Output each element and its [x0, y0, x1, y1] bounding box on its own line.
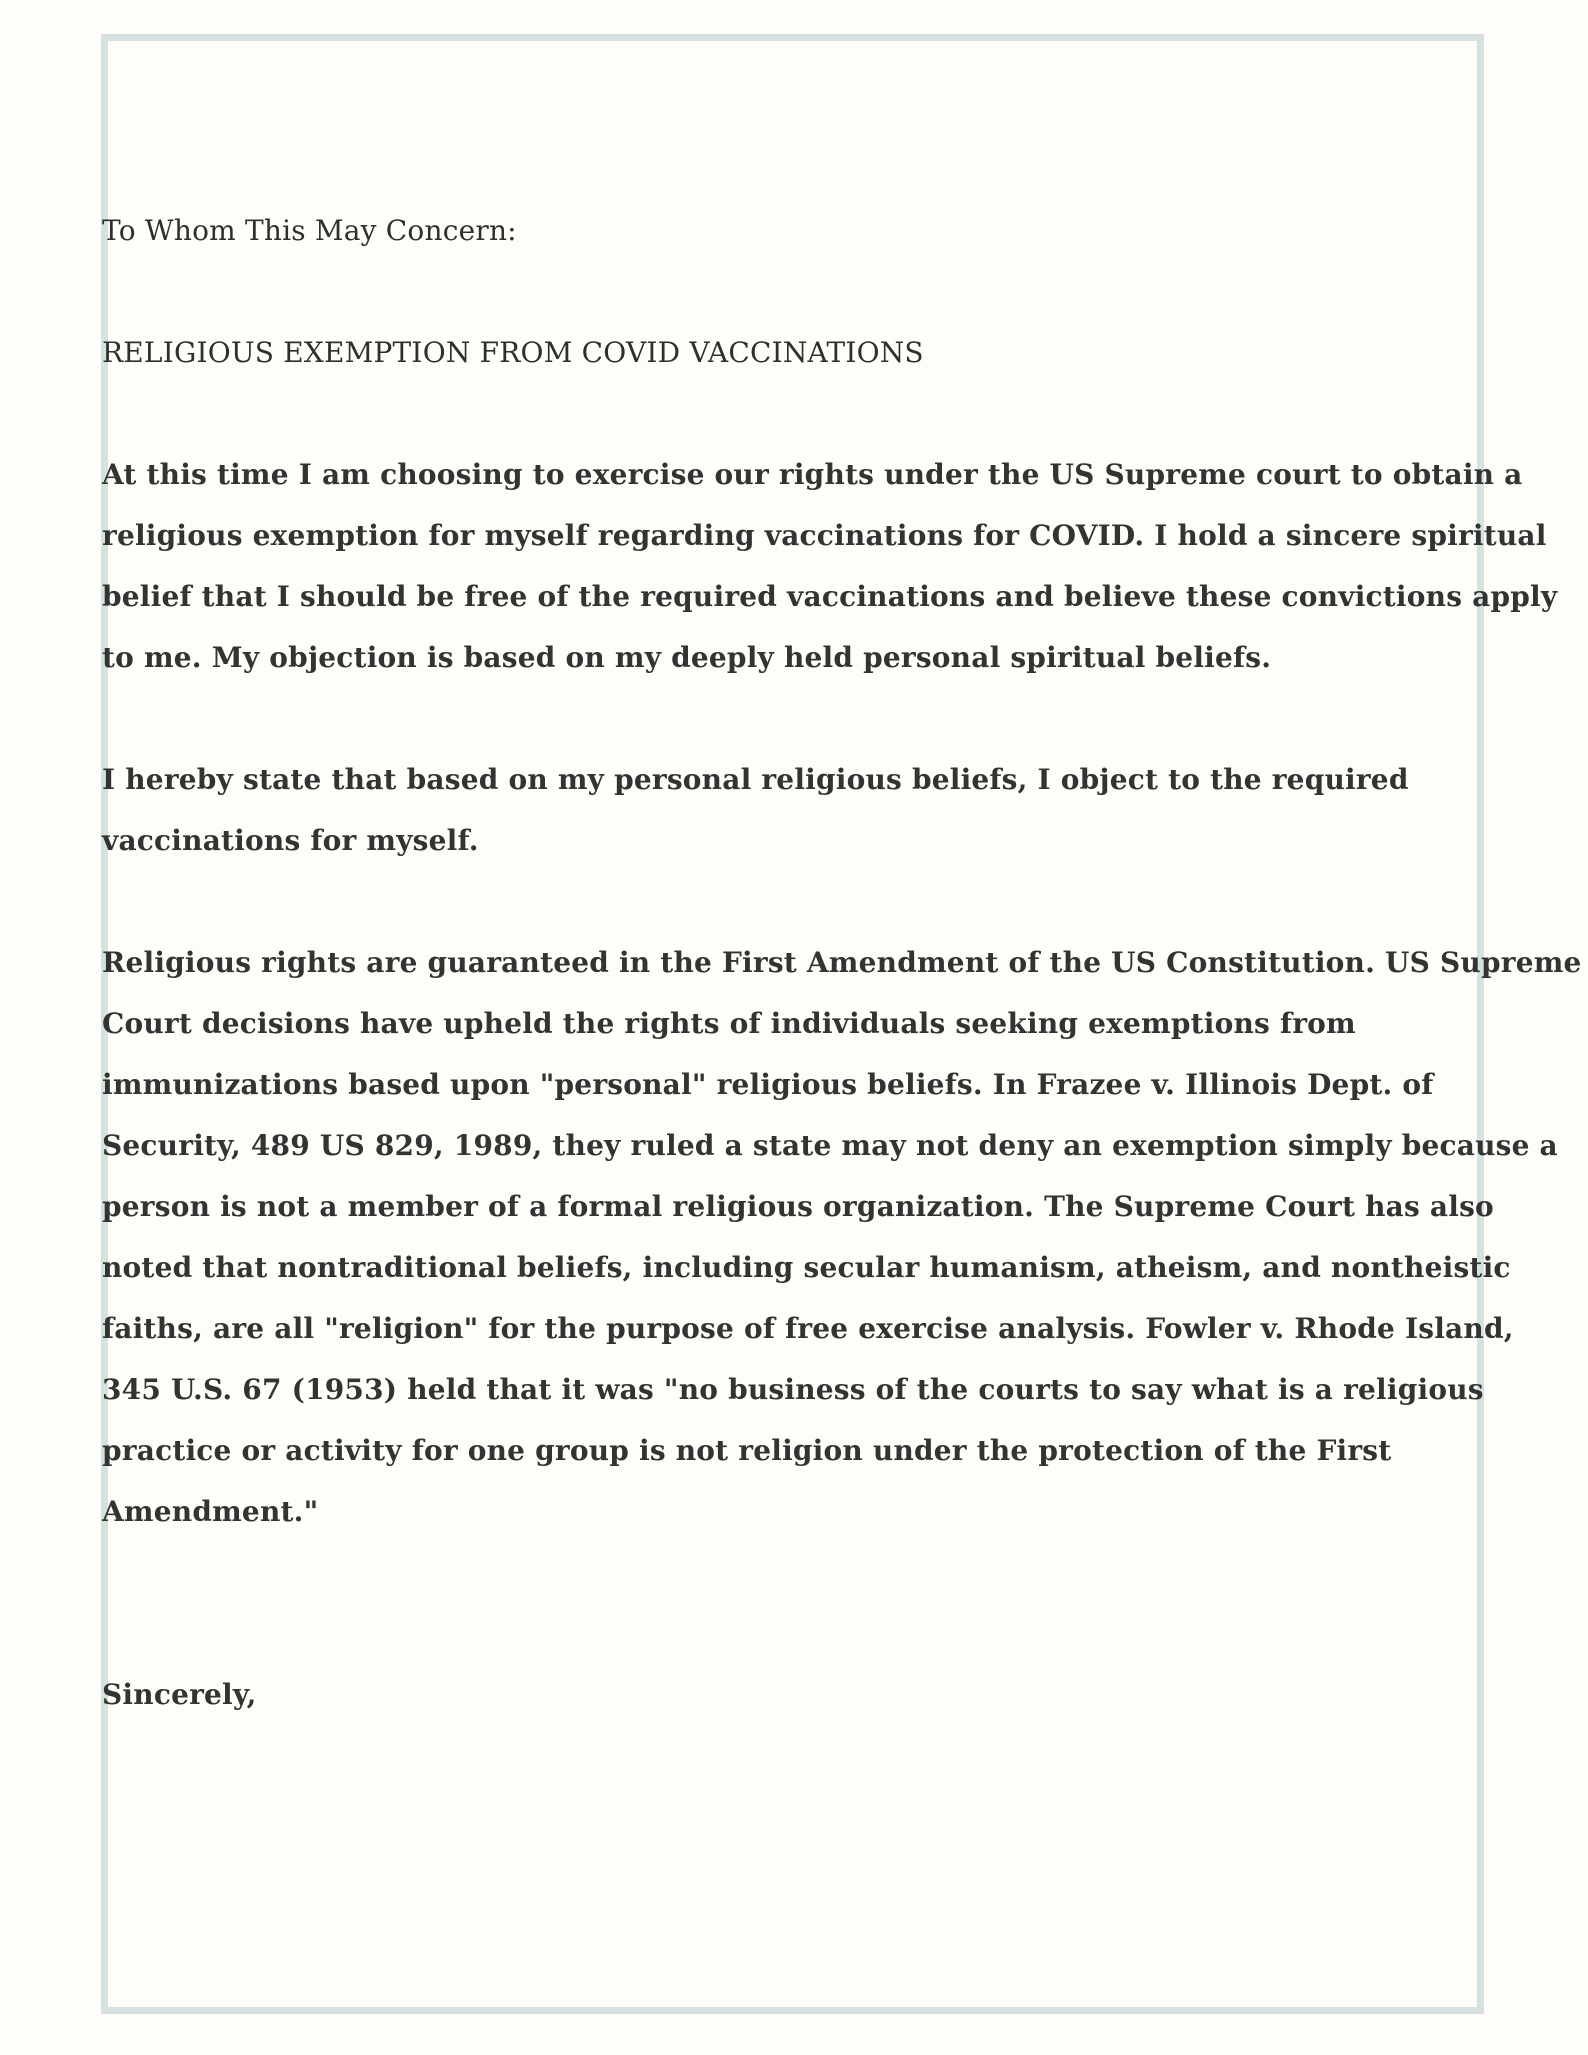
- paragraph-2-line: vaccinations for myself.: [102, 824, 479, 857]
- paragraph-3-line: Religious rights are guaranteed in the First Amendment of the US Constitution. US Supreme: [102, 946, 1582, 979]
- paragraph-3-line: 345 U.S. 67 (1953) held that it was "no business of the courts to say what is a religious: [102, 1373, 1484, 1406]
- paragraph-1-line: belief that I should be free of the required vaccinations and believe these convictions apply: [102, 580, 1558, 613]
- paragraph-1-line: to me. My objection is based on my deeply held personal spiritual beliefs.: [102, 641, 1272, 674]
- paragraph-3-line: noted that nontraditional beliefs, including secular humanism, atheism, and nontheistic: [102, 1251, 1511, 1284]
- paragraph-1-line: religious exemption for myself regarding vaccinations for COVID. I hold a sincere spiritual: [102, 519, 1547, 552]
- paragraph-1-line: At this time I am choosing to exercise our rights under the US Supreme court to obtain a: [102, 458, 1523, 491]
- paragraph-1: [102, 444, 1558, 688]
- paragraph-3: [102, 932, 1582, 1542]
- paragraph-3-line: Security, 489 US 829, 1989, they ruled a state may not deny an exemption simply because a: [102, 1129, 1558, 1162]
- paragraph-3-line: Amendment.": [102, 1495, 319, 1528]
- letter-subject: RELIGIOUS EXEMPTION FROM COVID VACCINATIONS: [102, 336, 924, 369]
- paragraph-3-line: immunizations based upon "personal" religious beliefs. In Frazee v. Illinois Dept. of: [102, 1068, 1434, 1101]
- letter-closing: Sincerely,: [102, 1678, 257, 1711]
- paragraph-3-line: faiths, are all "religion" for the purpose of free exercise analysis. Fowler v. Rhode Island,: [102, 1312, 1514, 1345]
- paragraph-3-line: practice or activity for one group is not religion under the protection of the First: [102, 1434, 1392, 1467]
- paragraph-2-line: I hereby state that based on my personal religious beliefs, I object to the required: [102, 763, 1409, 796]
- letter-body: [102, 200, 1582, 1725]
- paragraph-3-line: Court decisions have upheld the rights of individuals seeking exemptions from: [102, 1007, 1356, 1040]
- paragraph-2: [102, 749, 1502, 871]
- paragraph-3-line: person is not a member of a formal religious organization. The Supreme Court has also: [102, 1190, 1494, 1223]
- letter-greeting: To Whom This May Concern:: [102, 214, 517, 247]
